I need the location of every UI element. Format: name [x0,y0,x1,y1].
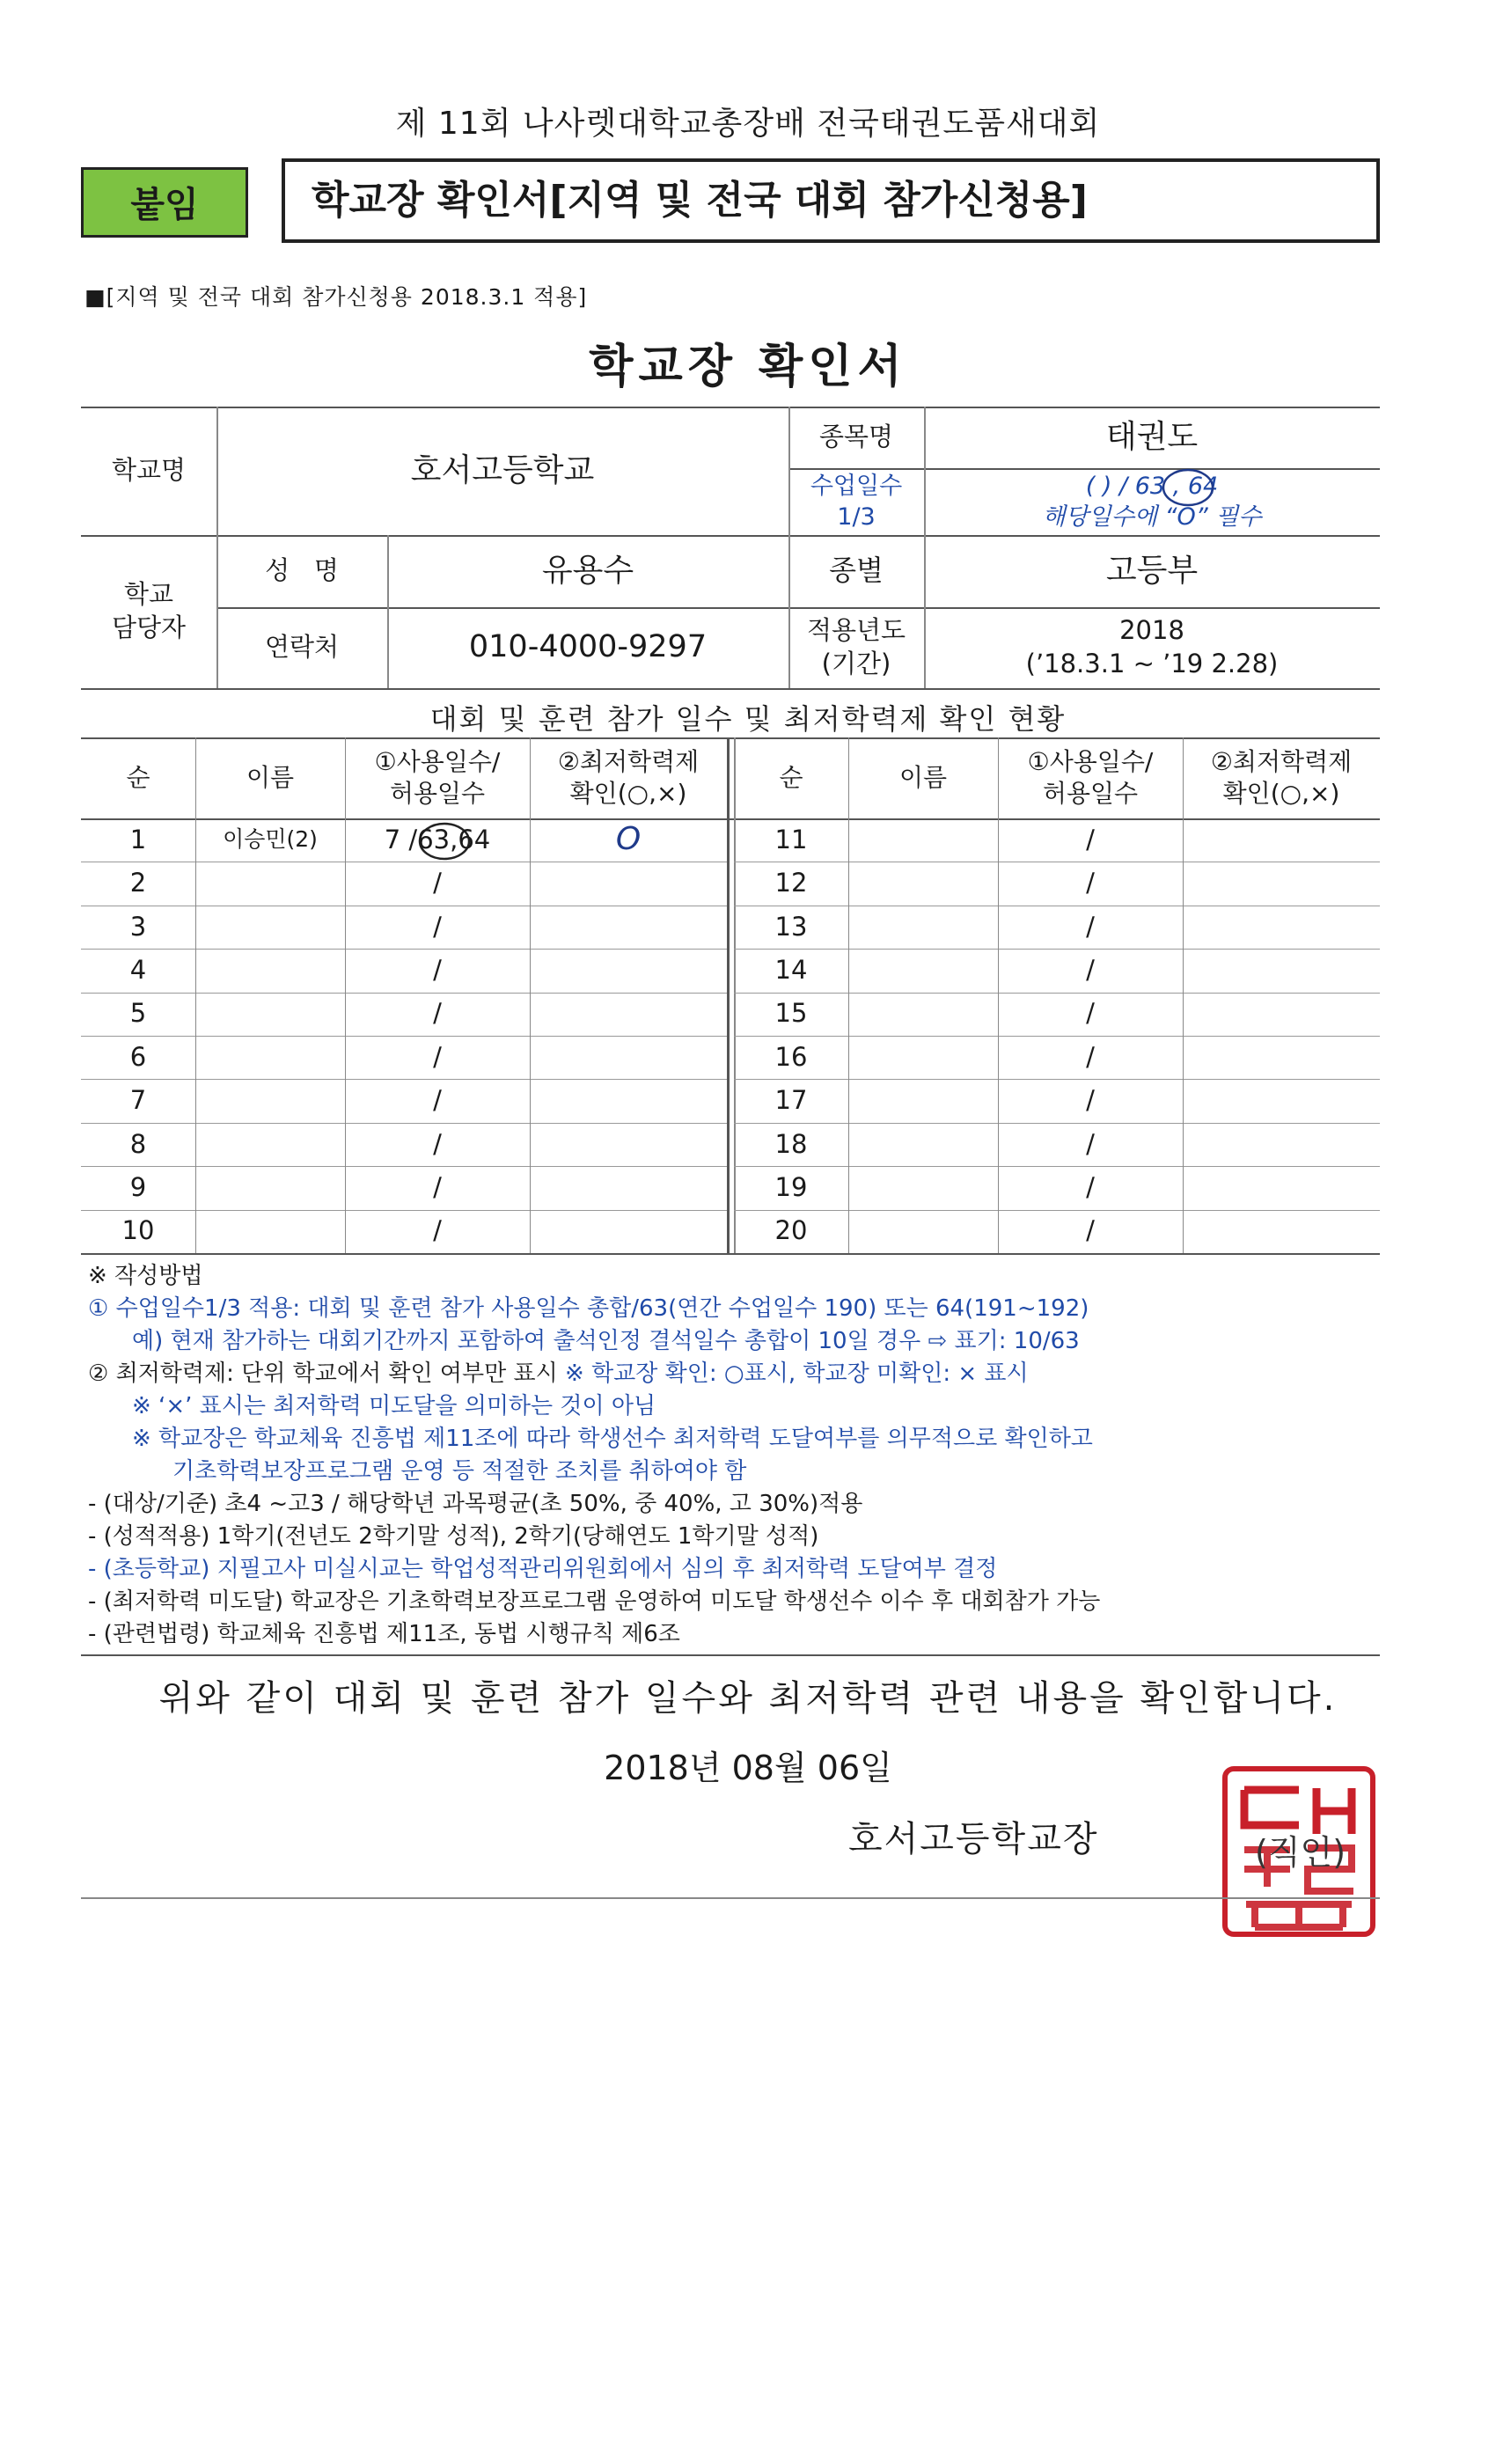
method-line-5: ※ 학교장은 학교체육 진흥법 제11조에 따라 학생선수 최저학력 도달여부를 의무적으로 확인하고 [132,1426,1093,1452]
cell-days: / [433,1041,442,1072]
cell-name [195,949,345,992]
form-note: ■[지역 및 전국 대회 참가신청용 2018.3.1 적용] [84,284,588,310]
cell-days: / [1086,824,1095,854]
cell-days: / [433,1085,442,1116]
method-notes [88,1260,1390,1651]
method-title: ※ 작성방법 [88,1263,203,1289]
col-header-name: 이름 [246,762,295,792]
method-line-2: 예) 현재 참가하는 대회기간까지 포함하여 출석인정 결석일수 총합이 10일 경우 ⇨ 표기: 10/63 [132,1328,1080,1354]
cell-days: / [1086,868,1095,898]
cell-name [848,1210,998,1253]
document-title: 학교장 확인서 [589,341,907,393]
cell-name [848,818,998,862]
col-header-days-right [998,737,1183,818]
manager-label-line2: 담당자 [111,612,187,642]
class-days-value [924,468,1380,535]
cell-no: 8 [129,1128,147,1159]
person-name-label: 성 명 [265,555,339,586]
class-days-label-line2: 1/3 [837,503,876,531]
cell-check [1183,1036,1380,1079]
cell-check: O [615,821,642,858]
cell-name [848,862,998,905]
year-label-line2: (기간) [821,649,891,678]
cell-no: 15 [774,998,808,1029]
cell-days: / [433,1172,442,1203]
cell-days: / [433,868,442,898]
col-header-no: 순 [126,762,150,792]
col-header-min-line1: ②최저학력제 [557,746,700,776]
cell-check [1183,1210,1380,1253]
principal-title: 호서고등학교장 [848,1819,1099,1859]
class-days-value-line1: ( ) / 63 , 64 [1085,472,1219,500]
col-header-min-right-line2: 확인(○,×) [1222,779,1340,808]
cell-check [1183,906,1380,949]
cell-no: 10 [121,1215,155,1246]
cell-no: 3 [129,911,147,942]
cell-name: 이승민(2) [223,826,318,853]
class-days-label-line1: 수업일수 [810,472,903,500]
cell-no: 4 [129,955,147,986]
cell-name [195,1166,345,1209]
year-label-line1: 적용년도 [806,615,906,646]
method-line-4: ※ ‘×’ 표시는 최저학력 미도달을 의미하는 것이 아님 [132,1393,656,1419]
cell-days: / [433,955,442,986]
cell-name [195,993,345,1036]
method-line-8: - (성적적용) 1학기(전년도 2학기말 성적), 2학기(당해연도 1학기말 성적) [88,1523,819,1550]
cell-check [530,1166,727,1209]
method-line-11: - (관련법령) 학교체육 진흥법 제11조, 동법 시행규칙 제6조 [88,1621,680,1647]
seal-mark-label: (직인) [1255,1833,1346,1872]
class-days-value-line2: 해당일수에 “O” 필수 [1042,503,1262,531]
cell-days: / [1086,1128,1095,1159]
cell-no: 16 [774,1041,808,1072]
cell-no: 11 [774,824,808,854]
cell-check [1183,993,1380,1036]
cell-days: / [1086,1041,1095,1072]
method-line-10: - (최저학력 미도달) 학교장은 기초학력보장프로그램 운영하여 미도달 학생선수 이수 후 대회참가 가능 [88,1588,1101,1615]
column-divider [1183,737,1184,1253]
year-label [788,607,924,688]
cell-name [195,1079,345,1122]
col-header-days-right-line1: ①사용일수/ [1027,746,1154,776]
method-line-1: ① 수업일수1/3 적용: 대회 및 훈련 참가 사용일수 총합/63(연간 수업일수 190) 또는 64(191~192) [88,1295,1089,1322]
cell-check [530,1036,727,1079]
cell-days: / [1086,1172,1095,1203]
method-line-3 [88,1358,1390,1390]
cell-name [848,949,998,992]
cell-days: / [433,998,442,1029]
cell-no: 14 [774,955,808,986]
cell-days: / [433,911,442,942]
cell-name [195,906,345,949]
cell-check [530,1210,727,1253]
category-label: 종별 [829,554,884,588]
col-header-min-right-line1: ②최저학력제 [1210,746,1353,776]
cell-no: 9 [129,1172,147,1203]
cell-days: / [1086,1085,1095,1116]
cell-name [848,1036,998,1079]
manager-label [81,535,216,688]
column-divider [848,737,849,1253]
cell-no: 20 [774,1215,808,1246]
cell-name [848,1123,998,1166]
contact-value: 010-4000-9297 [468,629,708,665]
cell-days: / [1086,1215,1095,1246]
school-name-label: 학교명 [111,455,187,486]
col-header-no-right: 순 [779,762,803,792]
manager-label-line1: 학교 [123,579,174,610]
cell-no: 7 [129,1085,147,1116]
year-value-line2: (’18.3.1 ~ ’19 2.28) [1025,649,1279,678]
cell-check [1183,1123,1380,1166]
cell-no: 5 [129,998,147,1029]
cell-name [195,862,345,905]
col-header-days-line2: 허용일수 [389,779,486,808]
cell-days: / [1086,955,1095,986]
method-line-9: - (초등학교) 지필고사 미실시교는 학업성적관리위원회에서 심의 후 최저학력 도달여부 결정 [88,1556,998,1582]
cell-name [195,1123,345,1166]
cell-no: 2 [129,868,147,898]
cell-name [848,1079,998,1122]
cell-no: 18 [774,1128,808,1159]
column-divider [998,737,999,1253]
column-divider [195,737,196,1253]
col-header-days-line1: ①사용일수/ [374,746,501,776]
cell-check [530,862,727,905]
col-header-min-right [1183,737,1380,818]
cell-check [1183,1079,1380,1122]
cell-days: / [433,1128,442,1159]
cell-days: 7 /63,64 [384,824,491,854]
method-line-3a: ② 최저학력제: 단위 학교에서 확인 여부만 표시 [88,1360,566,1387]
cell-days: / [1086,998,1095,1029]
circled-63-mark [1160,466,1216,509]
cell-check [530,949,727,992]
cell-name [848,906,998,949]
cell-check [1183,862,1380,905]
event-title: 제 11회 나사렛대학교총장배 전국태권도품새대회 [395,106,1101,142]
cell-check [530,1079,727,1122]
cell-no: 6 [129,1041,147,1072]
confirmation-statement: 위와 같이 대회 및 훈련 참가 일수와 최저학력 관련 내용을 확인합니다. [158,1678,1338,1719]
cell-no: 17 [774,1085,808,1116]
cell-name [195,1036,345,1079]
method-line-7: - (대상/기준) 초4 ~고3 / 해당학년 과목평균(초 50%, 중 40%, 고 30%)적용 [88,1491,863,1517]
col-header-days-right-line2: 허용일수 [1042,779,1139,808]
year-value-line1: 2018 [1119,615,1184,646]
cell-days: / [1086,911,1095,942]
method-line-6: 기초학력보장프로그램 운영 등 적절한 조치를 취하여야 함 [172,1458,747,1485]
method-line-3b: ※ 학교장 확인: ○표시, 학교장 미확인: × 표시 [565,1360,1029,1387]
attachment-badge: 붙임 [81,167,248,238]
col-header-name-right: 이름 [898,762,948,792]
class-days-label [788,468,924,535]
cell-no: 19 [774,1172,808,1203]
person-name-value: 유용수 [541,552,634,589]
cell-check [530,993,727,1036]
cell-no: 1 [129,824,147,854]
official-seal [1220,1764,1378,1940]
cell-days: / [433,1215,442,1246]
cell-check [530,906,727,949]
cell-check [1183,949,1380,992]
column-divider [530,737,531,1253]
cell-no: 12 [774,868,808,898]
cell-check [530,1123,727,1166]
year-value [924,607,1380,688]
event-value: 태권도 [1105,418,1199,455]
event-label: 종목명 [818,422,894,452]
cell-name [195,1210,345,1253]
column-divider [345,737,346,1253]
cell-no: 13 [774,911,808,942]
cell-check [1183,1166,1380,1209]
category-value: 고등부 [1105,552,1199,589]
col-header-days [345,737,530,818]
contact-label: 연락처 [264,632,340,663]
form-banner: 학교장 확인서[지역 및 전국 대회 참가신청용] [282,158,1380,243]
cell-check [1183,818,1380,862]
cell-name [848,993,998,1036]
issue-date: 2018년 08월 06일 [604,1749,892,1787]
cell-name [848,1166,998,1209]
col-header-min-line2: 확인(○,×) [569,779,687,808]
school-name-value: 호서고등학교 [410,451,595,488]
col-header-min [530,737,727,818]
status-section-title: 대회 및 훈련 참가 일수 및 최저학력제 확인 현황 [429,702,1067,736]
